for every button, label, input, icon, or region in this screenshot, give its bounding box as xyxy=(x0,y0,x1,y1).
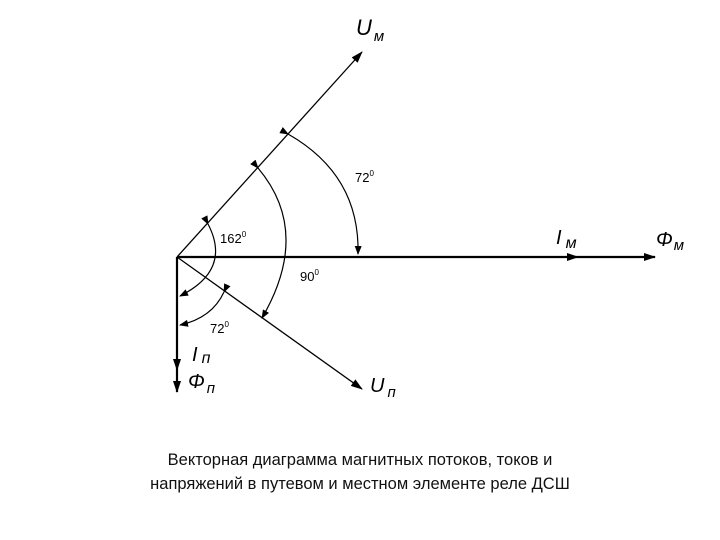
angle-label-90: $90^0$ xyxy=(300,268,319,284)
angle-label-72-bottom: $72^0$ xyxy=(210,320,229,336)
label-fm: $\Phi_м$ xyxy=(656,229,685,254)
label-im: I $_м$ xyxy=(556,227,577,252)
angle-label-72-top: $72^0$ xyxy=(355,169,374,185)
angle-label-162: $162^0$ xyxy=(220,230,247,246)
label-fn: Φ $_п$ xyxy=(188,371,216,397)
label-un: U $_п$ xyxy=(370,375,396,401)
caption-line-1: Векторная диаграмма магнитных потоков, токов и xyxy=(167,451,553,469)
label-um: U $_м$ xyxy=(356,15,385,45)
caption-line-2: напряжений в путевом и местном элементе реле ДСШ xyxy=(150,475,570,493)
label-in: I п xyxy=(192,344,211,367)
arc-72-top xyxy=(288,134,358,254)
arc-90 xyxy=(258,168,286,318)
vector-un xyxy=(177,257,362,389)
vector-um xyxy=(177,52,362,257)
diagram-caption xyxy=(80,448,640,496)
